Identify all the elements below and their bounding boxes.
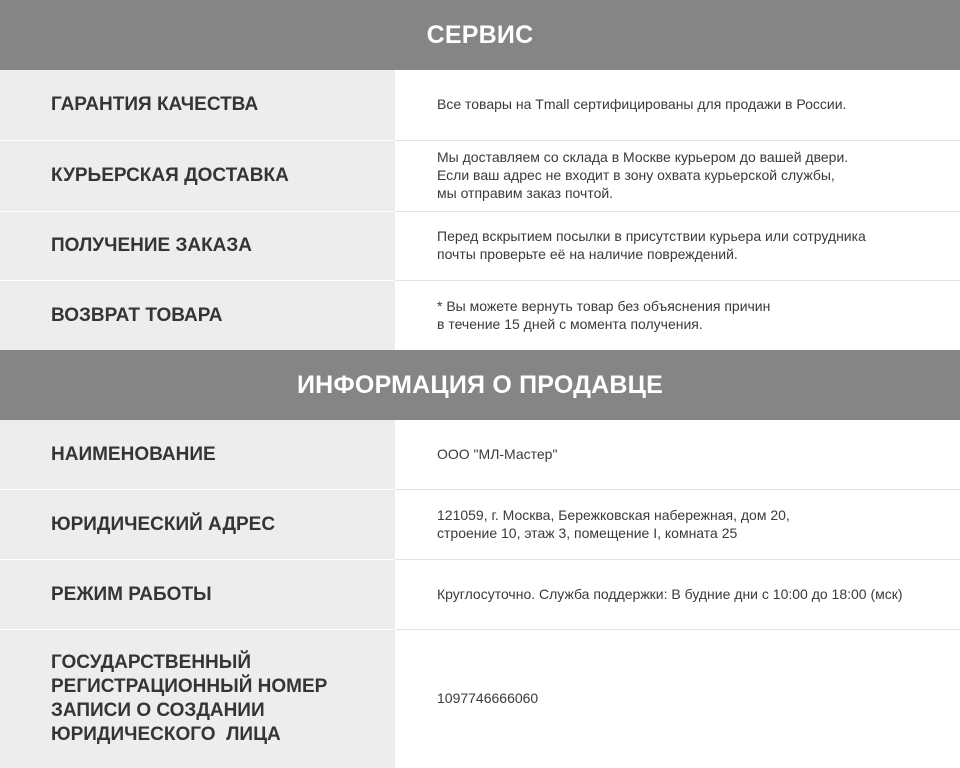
row-value: Все товары на Tmall сертифицированы для продажи в России.	[437, 96, 847, 112]
row-value-line: 121059, г. Москва, Бережковская набережная, дом 20,	[437, 506, 790, 523]
seller-row-address	[0, 489, 960, 559]
row-label-line: РЕГИСТРАЦИОННЫЙ НОМЕР	[51, 676, 328, 697]
seller-row-name	[0, 420, 960, 489]
row-label: КУРЬЕРСКАЯ ДОСТАВКА	[51, 165, 289, 186]
row-value-cell	[395, 559, 960, 629]
row-label-line: ГОСУДАРСТВЕННЫЙ	[51, 652, 252, 673]
seller-row-registration	[0, 629, 960, 768]
row-value: ООО "МЛ-Мастер"	[437, 445, 558, 462]
service-row-quality	[0, 70, 960, 140]
row-label-line: ЮРИДИЧЕСКОГО ЛИЦА	[51, 724, 281, 745]
row-label-cell	[0, 629, 395, 768]
row-value-line: Если ваш адрес не входит в зону охвата курьерской службы,	[437, 166, 835, 183]
row-value-cell	[395, 280, 960, 350]
service-row-return	[0, 280, 960, 350]
row-value: 1097746666060	[437, 690, 539, 706]
row-label-line: ЗАПИСИ О СОЗДАНИИ	[51, 700, 265, 721]
row-value-line: Перед вскрытием посылки в присутствии курьера или сотрудника	[437, 227, 866, 244]
seller-section-title: ИНФОРМАЦИЯ О ПРОДАВЦЕ	[296, 370, 664, 399]
row-label: НАИМЕНОВАНИЕ	[51, 443, 216, 465]
row-value-line: почты проверьте её на наличие повреждений.	[437, 245, 738, 262]
row-label: РЕЖИМ РАБОТЫ	[51, 583, 212, 605]
service-row-delivery	[0, 140, 960, 211]
row-label: ГАРАНТИЯ КАЧЕСТВА	[51, 94, 259, 115]
row-label-cell	[0, 489, 395, 559]
row-value-cell	[395, 489, 960, 559]
row-value-cell	[395, 629, 960, 768]
row-label: ВОЗВРАТ ТОВАРА	[51, 304, 223, 326]
row-value-cell	[395, 211, 960, 280]
service-section-title: СЕРВИС	[426, 20, 534, 49]
row-label-cell	[0, 280, 395, 350]
row-value-cell	[395, 70, 960, 140]
row-value-line: мы отправим заказ почтой.	[437, 184, 614, 201]
row-value-cell	[395, 420, 960, 489]
row-label-cell	[0, 70, 395, 140]
row-label-cell	[0, 559, 395, 629]
row-value-cell	[395, 140, 960, 211]
service-section-header	[0, 0, 960, 70]
row-label-cell	[0, 211, 395, 280]
service-row-receiving	[0, 211, 960, 280]
row-label: ЮРИДИЧЕСКИЙ АДРЕС	[51, 513, 276, 535]
row-value-line: строение 10, этаж 3, помещение I, комната 25	[437, 524, 738, 541]
row-value-line: Мы доставляем со склада в Москве курьером до вашей двери.	[437, 148, 849, 165]
row-label-cell	[0, 420, 395, 489]
row-value-line: * Вы можете вернуть товар без объяснения причин	[437, 297, 771, 314]
row-value: Круглосуточно. Служба поддержки: В будние дни с 10:00 до 18:00 (мск)	[437, 585, 903, 602]
seller-section-header	[0, 350, 960, 420]
row-label-cell	[0, 140, 395, 211]
row-label: ПОЛУЧЕНИЕ ЗАКАЗА	[51, 235, 253, 256]
seller-row-hours	[0, 559, 960, 629]
row-value-line: в течение 15 дней с момента получения.	[437, 315, 703, 332]
